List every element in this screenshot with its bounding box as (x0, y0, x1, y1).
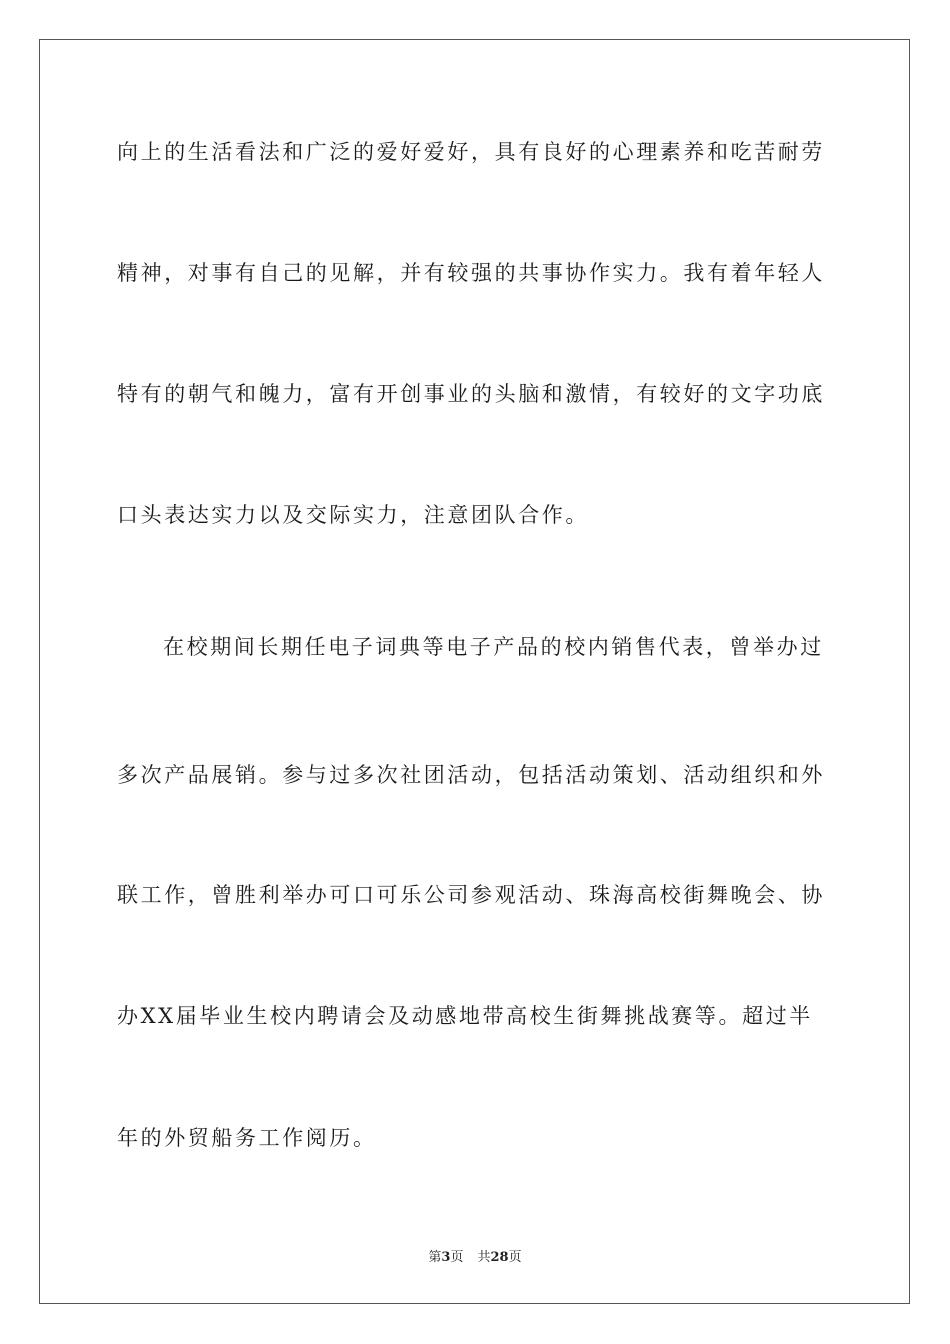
footer-page-suffix: 页 (450, 1250, 464, 1265)
paragraph-line-6: 多次产品展销。参与过多次社团活动，包括活动策划、活动组织和外 (117, 763, 825, 787)
footer-total-prefix: 共 (477, 1250, 491, 1265)
footer-page-total: 28 (490, 1250, 509, 1265)
paragraph-line-8: 办XX届毕业生校内聘请会及动感地带高校生街舞挑战赛等。超过半 (117, 1004, 813, 1028)
paragraph-line-7: 联工作，曾胜利举办可口可乐公司参观活动、珠海高校街舞晚会、协 (117, 883, 825, 907)
page-border (39, 39, 910, 1304)
paragraph-line-1: 向上的生活看法和广泛的爱好爱好，具有良好的心理素养和吃苦耐劳 (117, 140, 825, 164)
paragraph-line-2: 精神，对事有自己的见解，并有较强的共事协作实力。我有着年轻人 (117, 261, 825, 285)
paragraph-line-5: 在校期间长期任电子词典等电子产品的校内销售代表，曾举办过 (163, 635, 824, 659)
page-footer (0, 1246, 950, 1265)
paragraph-line-3: 特有的朝气和魄力，富有开创事业的头脑和激情，有较好的文字功底 (117, 382, 825, 406)
paragraph-line-9: 年的外贸船务工作阅历。 (117, 1126, 377, 1150)
footer-total-suffix: 页 (508, 1250, 522, 1265)
footer-page-prefix: 第 (428, 1250, 442, 1265)
footer-page-current: 3 (441, 1250, 451, 1265)
paragraph-line-4: 口头表达实力以及交际实力，注意团队合作。 (117, 503, 589, 527)
